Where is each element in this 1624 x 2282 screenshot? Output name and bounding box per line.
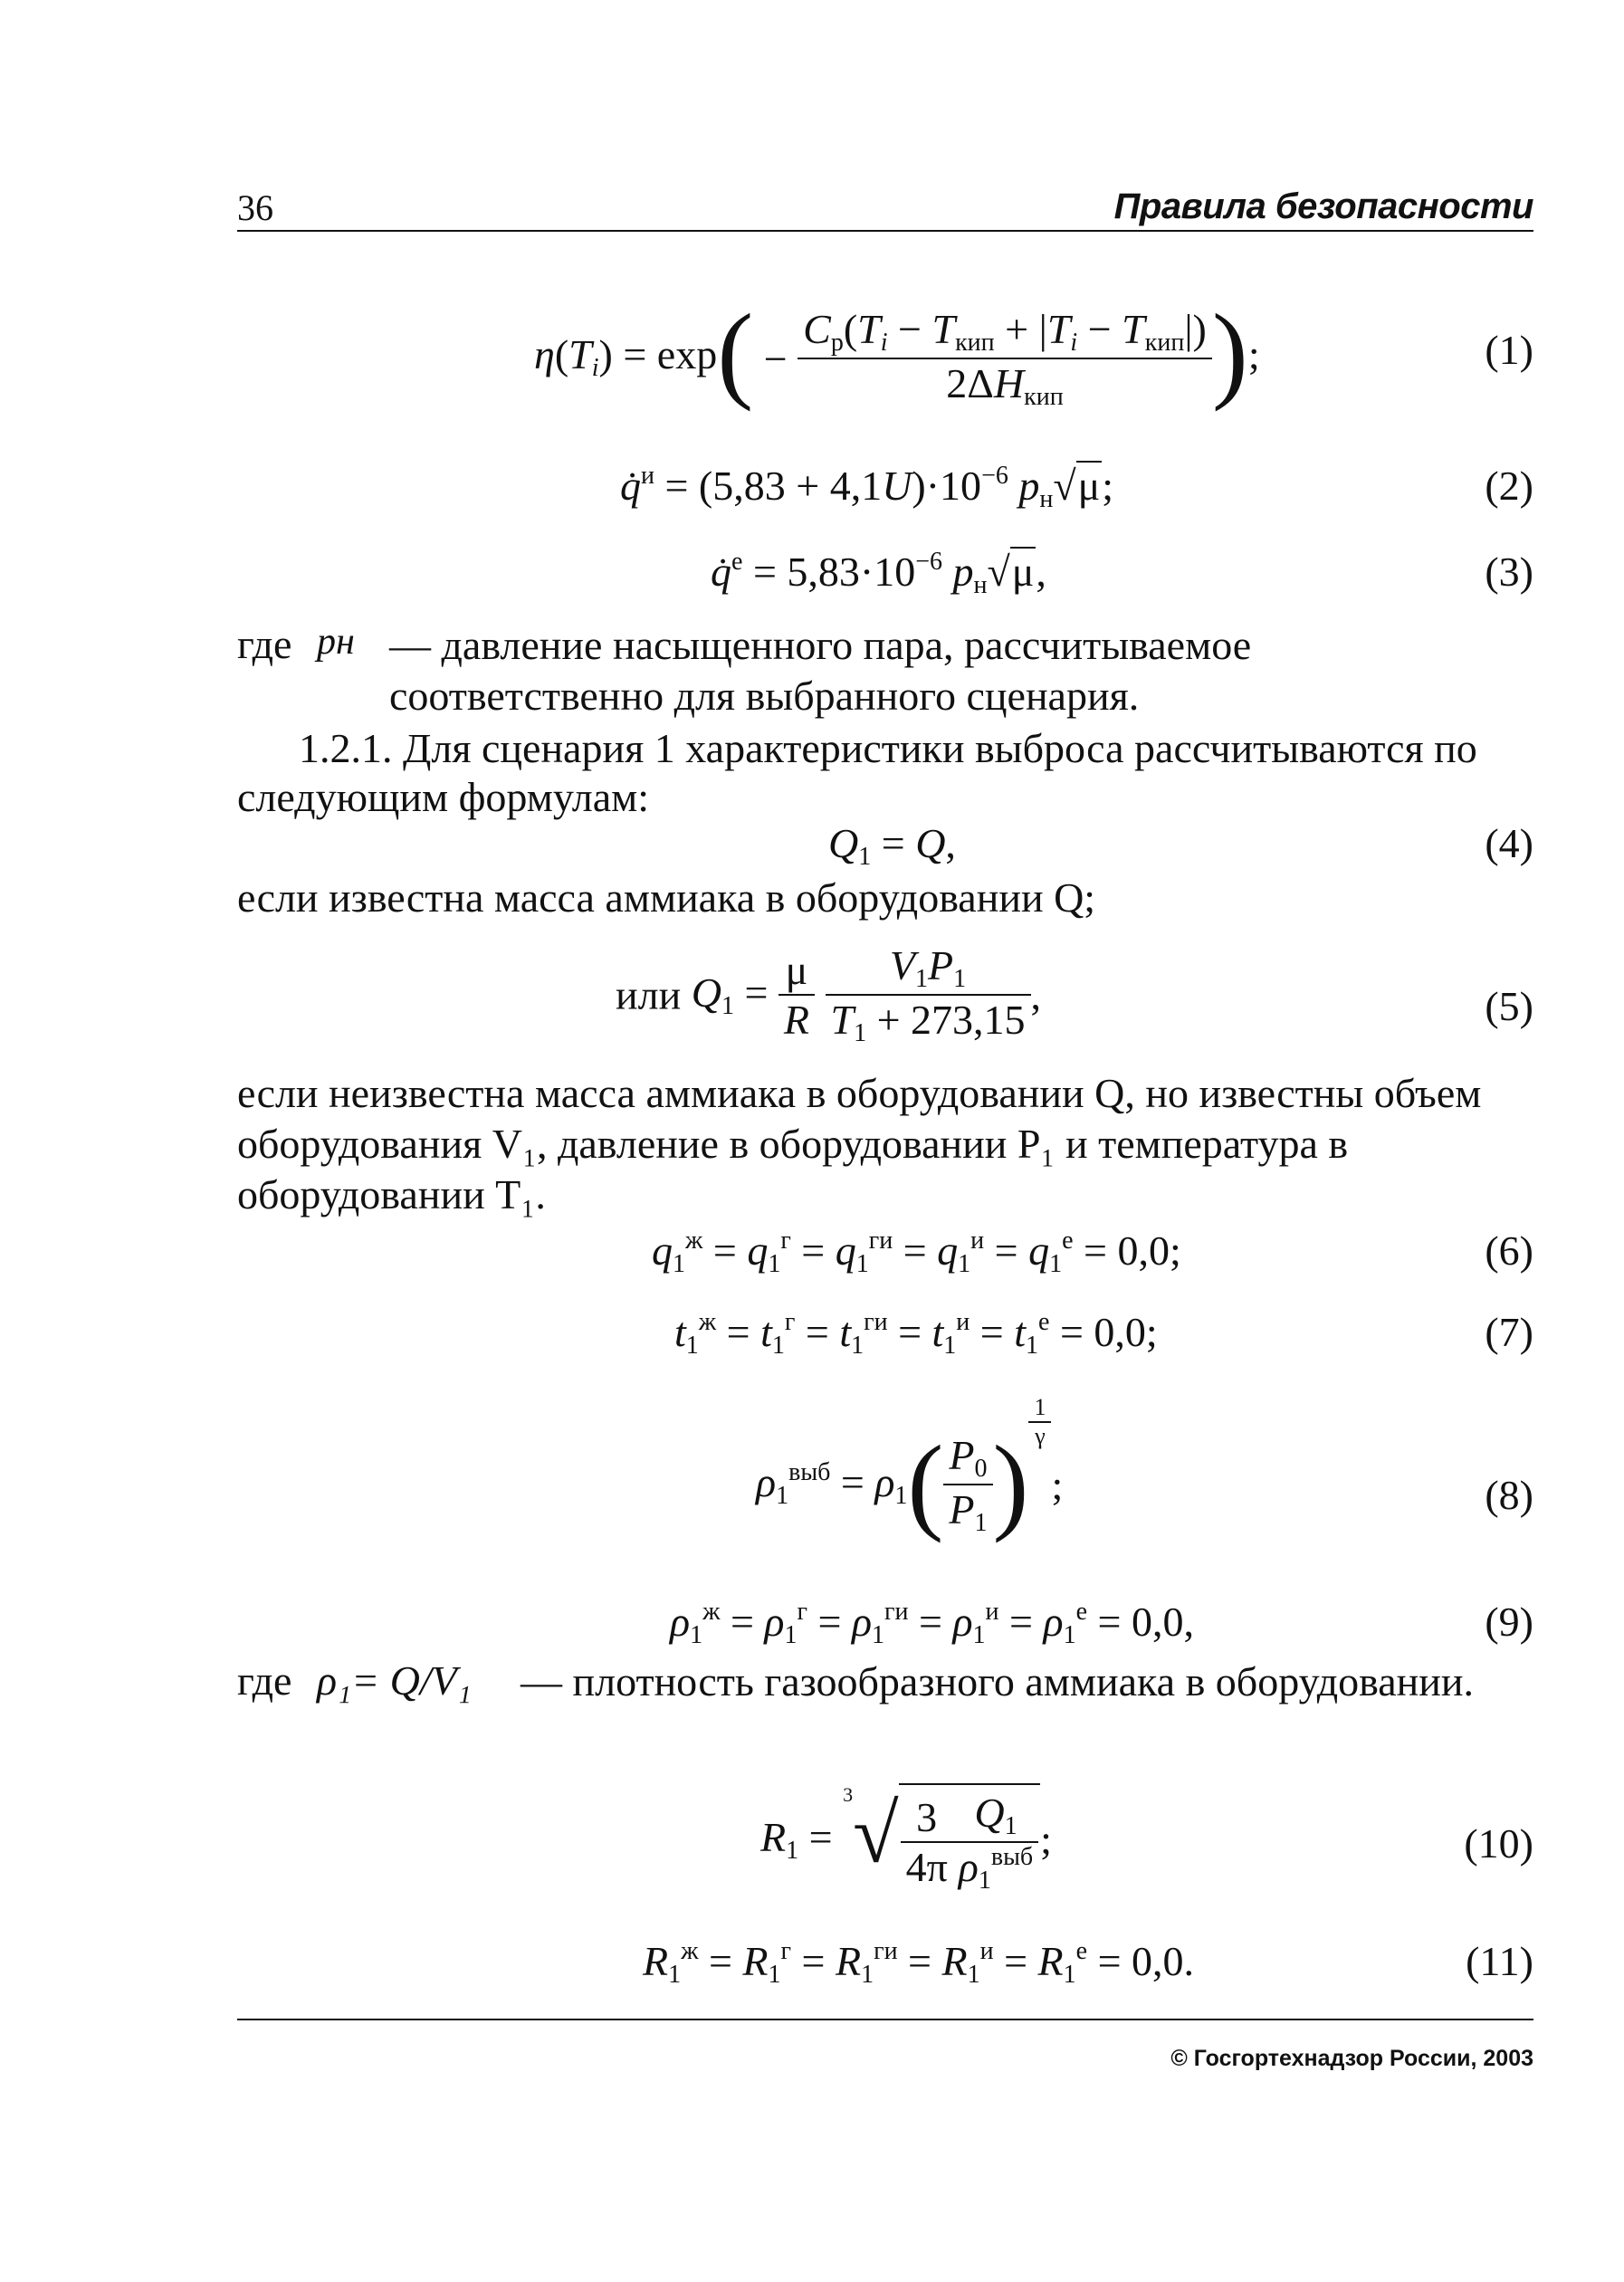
equation-7: $t_1^ж = t_1^г = t_1^{ги} = t_1^и = t_1^е = 0,0$; — [674, 1308, 1158, 1360]
equation-2: q̇$^и$ = $(5,83 + 4,1U)\cdot 10^{-6}$ $p_н√\mu$; — [620, 462, 1114, 513]
where-rho-text: — плотность газообразного аммиака в оборудовании. — [521, 1658, 1474, 1704]
equation-8-label: (8) — [1485, 1472, 1533, 1518]
running-title: Правила безопасности — [1113, 186, 1533, 226]
equation-7-label: (7) — [1485, 1309, 1533, 1355]
or-word: или — [616, 971, 682, 1018]
equation-8: $\rho_1^{выб} = \rho_1$( $\frac{P_0}{P_1}$ ) $\frac{1}{\gamma}$ ; — [756, 1394, 1064, 1543]
where-pn-text: — давление насыщенного пара, рассчитываемое соответственно для выбранного сценария. — [389, 622, 1252, 719]
equation-3: q̇$^е$ = $5,83\cdot 10^{-6}$ $p_н√\mu$, — [711, 548, 1046, 599]
paragraph-1-2-1: 1.2.1. Для сценария 1 характеристики выброса рассчитываются по следующим формулам: — [237, 725, 1477, 820]
page-number: 36 — [237, 187, 273, 228]
where-pn-symbol: pн — [317, 621, 355, 663]
equation-2-label: (2) — [1485, 463, 1533, 509]
equation-6-label: (6) — [1485, 1227, 1533, 1274]
equation-6: $q_1^ж = q_1^г = q_1^{ги} = q_1^и = q_1^е = 0,0$; — [652, 1227, 1181, 1278]
equation-10-label: (10) — [1464, 1820, 1533, 1867]
copyright: © Госгортехнадзор России, 2003 — [1170, 2046, 1533, 2071]
equation-5-label: (5) — [1485, 983, 1533, 1029]
header-rule — [237, 230, 1533, 232]
equation-1: $\eta(T_i) = \exp$( − $\frac{C_р(T_i - T_{кип} + |T_i - T_{кип}|)}{2\Delta H_{кип}}$ ); — [534, 291, 1260, 412]
equation-11: $R_1^ж = R_1^г = R_1^{ги} = R_1^и = R_1^е = 0,0$. — [643, 1937, 1195, 1989]
equation-10: $R_1 = ^3√$ $\frac{3}{4\pi}$ $\frac{Q_1}{\rho_1^{выб}}$ ; — [760, 1783, 1052, 1895]
if-mass-known: если известна масса аммиака в оборудовании Q; — [237, 874, 1096, 921]
equation-5: или $Q_1$ = $\frac{\mu}{R}$ $\frac{V_1P_1}{T_1 + 273,15}$ , — [616, 942, 1042, 1047]
where-rho-symbol: ρ₁= Q/V₁ — [317, 1657, 472, 1704]
equation-4-label: (4) — [1485, 820, 1533, 866]
equation-3-label: (3) — [1485, 549, 1533, 595]
if-mass-unknown: если неизвестна масса аммиака в оборудовании Q, но известны объем оборудования V₁, давление в оборудовании P₁ и температура в оборудовании T₁. — [237, 1070, 1482, 1217]
equation-9: $\rho_1^ж = \rho_1^г = \rho_1^{ги} = \rho_1^и = \rho_1^е = 0,0$, — [670, 1598, 1194, 1649]
where-rho-lead: где — [237, 1657, 292, 1704]
equation-4: $Q_1 = Q$, — [828, 820, 956, 871]
equation-1-label: (1) — [1485, 327, 1533, 373]
where-pn-lead: где — [237, 621, 292, 667]
equation-9-label: (9) — [1485, 1599, 1533, 1645]
footer-rule — [237, 2019, 1533, 2020]
equation-11-label: (11) — [1466, 1938, 1533, 1984]
